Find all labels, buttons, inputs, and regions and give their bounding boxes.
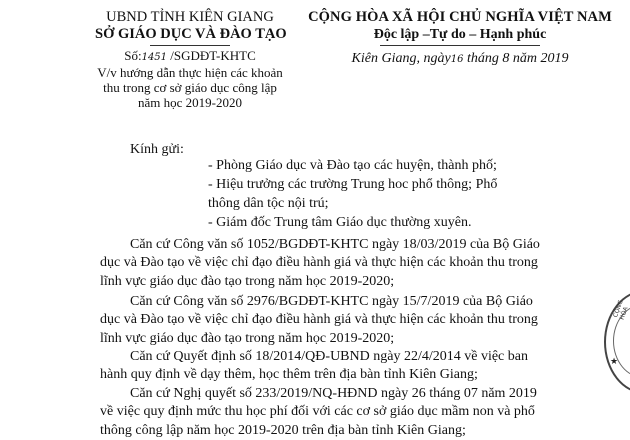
department-underline [150, 45, 230, 46]
recipient-line-1: - Phòng Giáo dục và Đào tạo các huyện, thành phố; [208, 158, 497, 173]
issuer-header [95, 9, 285, 110]
body-paragraph-2: Căn cứ Công văn số 2976/BGDĐT-KHTC ngày 15/7/2019 của Bộ Giáo dục và Đào tạo về việc chỉ đạo điều hành giá và thực hiện các khoản thu trong lĩnh vực giáo dục đào tạo trong năm học 2019-2020; [100, 294, 538, 346]
document-number: Số:1451 /SGDĐT-KHTC [124, 48, 256, 63]
star-icon: ★ [610, 356, 619, 366]
subject-line-1: V/v hướng dẫn thực hiện các khoản [97, 65, 283, 80]
subject-line-2: thu trong cơ sở giáo dục công lập [103, 80, 277, 95]
recipient-line-3: thông dân tộc nội trú; [208, 196, 329, 211]
handwritten-number: 1451 [141, 52, 168, 63]
body-paragraph-3: Căn cứ Quyết định số 18/2014/QĐ-UBND ngày 22/4/2014 về việc ban hành quy định về dạy thêm, học thêm trên địa bàn tỉnh Kiên Giang; [100, 349, 528, 383]
national-header [290, 9, 630, 69]
place-and-date: Kiên Giang, ngày16 tháng 8 năm 2019 [351, 51, 569, 66]
issuing-authority: UBND TỈNH KIÊN GIANG [106, 9, 274, 25]
national-motto: Độc lập –Tự do – Hạnh phúc [373, 27, 547, 42]
nation-title: CỘNG HÒA XÃ HỘI CHỦ NGHĨA VIỆT NAM [308, 9, 612, 25]
recipient-line-2: - Hiệu trưởng các trường Trung hoc phổ thông; Phổ [208, 177, 498, 192]
handwritten-day: 16 [450, 54, 464, 65]
stamp-text: CỘNG HÒA [612, 299, 630, 321]
motto-underline [380, 45, 540, 46]
body-paragraph-1: Căn cứ Công văn số 1052/BGDĐT-KHTC ngày 18/03/2019 của Bộ Giáo dục và Đào tạo về việc chỉ đạo điều hành giá và thực hiện các khoản thu trong lĩnh vực giáo dục đào tạo trong năm học 2019-2020; [100, 237, 540, 289]
subject-line-3: năm học 2019-2020 [138, 95, 242, 110]
recipients-label: Kính gửi: [130, 142, 184, 157]
issuing-department: SỞ GIÁO DỤC VÀ ĐÀO TẠO [95, 26, 287, 42]
recipient-line-4: - Giám đốc Trung tâm Giáo dục thường xuyên. [208, 215, 472, 230]
body-paragraph-4: Căn cứ Nghị quyết số 233/2019/NQ-HĐND ngày 26 tháng 07 năm 2019 về việc quy định mức thu học phí đối với các cơ sở giáo dục mầm non và phổ thông công lập năm học 2019-2020 trên địa bàn tỉnh Kiên Giang; [100, 386, 537, 438]
